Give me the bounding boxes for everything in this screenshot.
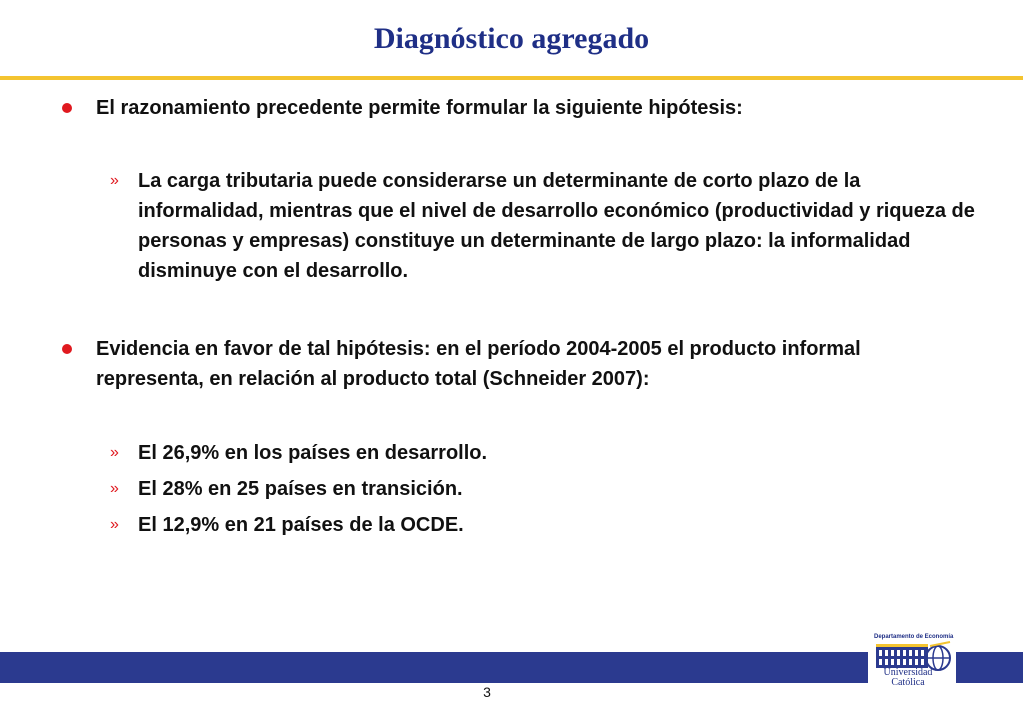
page-number: 3 <box>483 684 491 700</box>
sub-bullet-item: El 12,9% en 21 países de la OCDE. <box>138 514 464 536</box>
logo-university-text: Universidad Católica <box>883 667 933 688</box>
title-underline <box>0 76 1023 80</box>
sub-bullet-marker: » <box>110 480 119 497</box>
slide-title: Diagnóstico agregado <box>373 22 650 55</box>
sub-bullet-text-1: La carga tributaria puede considerarse un determinante de corto plazo de la informalidad, mientras que el nivel de desarrollo económico (productividad y riqueza de personas y empresas) constituye un determinante de largo plazo: la informalidad disminuye con el desarrollo. <box>138 170 975 282</box>
university-logo <box>868 632 956 698</box>
sub-bullet-marker: » <box>110 444 119 461</box>
bullet-icon <box>62 103 72 113</box>
sub-bullet-item: El 28% en 25 países en transición. <box>138 478 463 500</box>
bullet-text-2: Evidencia en favor de tal hipótesis: en el período 2004-2005 el producto informal representa, en relación al producto total (Schneider 2007): <box>96 338 861 390</box>
sub-bullet-marker: » <box>110 516 119 533</box>
sub-bullet-marker: » <box>110 172 119 189</box>
bullet-text-1: El razonamiento precedente permite formular la siguiente hipótesis: <box>96 97 743 119</box>
bullet-icon <box>62 344 72 354</box>
logo-department-text: Departamento de Economía <box>874 634 954 640</box>
sub-bullet-item: El 26,9% en los países en desarrollo. <box>138 442 488 464</box>
